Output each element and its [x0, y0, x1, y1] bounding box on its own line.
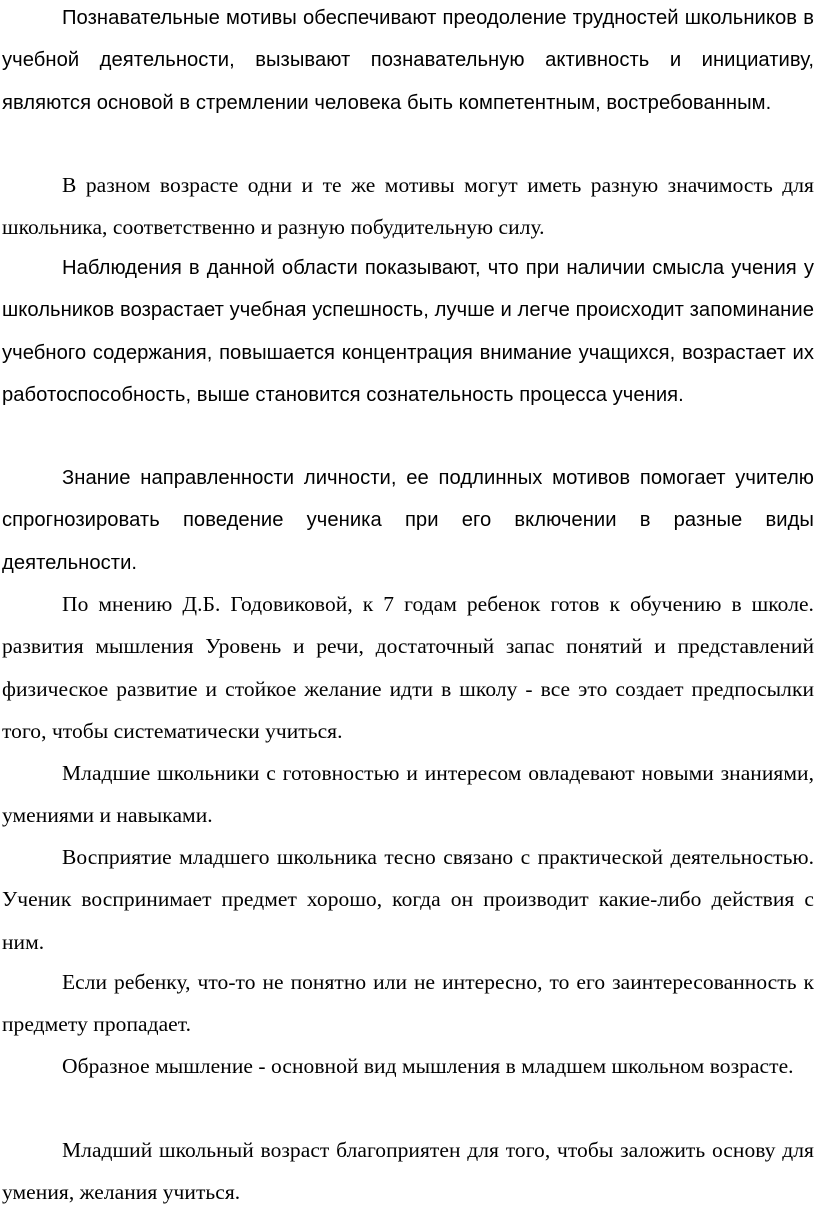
paragraph-personality-orientation: Знание направленности личности, ее подлинных мотивов помогает учителю спрогнозировать поведение ученика при его включении в разные виды деятельности. — [2, 467, 814, 574]
paragraph-perception: Восприятие младшего школьника тесно связано с практической деятельностью. Ученик воспринимает предмет хорошо, когда он производит какие-либо действия с ним. — [2, 845, 814, 954]
paragraph-imaginative-thinking: Образное мышление - основной вид мышления в младшем школьном возрасте. — [62, 1054, 794, 1078]
paragraph-cognitive-motives: Познавательные мотивы обеспечивают преодоление трудностей школьников в учебной деятельности, вызывают познавательную активность и инициативу, являются основой в стремлении человека быть компетентным, востребованным. — [2, 7, 814, 114]
paragraph-age-significance: В разном возрасте одни и те же мотивы могут иметь разную значимость для школьника, соответственно и разную побудительную силу. — [2, 173, 814, 240]
paragraph-interest-loss: Если ребенку, что-то не понятно или не интересно, то его заинтересованность к предмету пропадает. — [2, 970, 814, 1037]
paragraph-godovikova: По мнению Д.Б. Годовиковой, к 7 годам ребенок готов к обучению в школе. развития мышления Уровень и речи, достаточный запас понятий и представлений физическое развитие и стойкое желание идти в школу - все это создает предпосылки того, чтобы систематически учиться. — [2, 592, 814, 743]
paragraph-younger-pupils: Младшие школьники с готовностью и интересом овладевают новыми знаниями, умениями и навыками. — [2, 761, 814, 828]
paragraph-school-age: Младший школьный возраст благоприятен для того, чтобы заложить основу для умения, желания учиться. — [2, 1138, 814, 1205]
paragraph-observations: Наблюдения в данной области показывают, что при наличии смысла учения у школьников возрастает учебная успешность, лучше и легче происходит запоминание учебного содержания, повышается концентрация внимание учащихся, возрастает их работоспособность, выше становится сознательность процесса учения. — [2, 257, 814, 406]
